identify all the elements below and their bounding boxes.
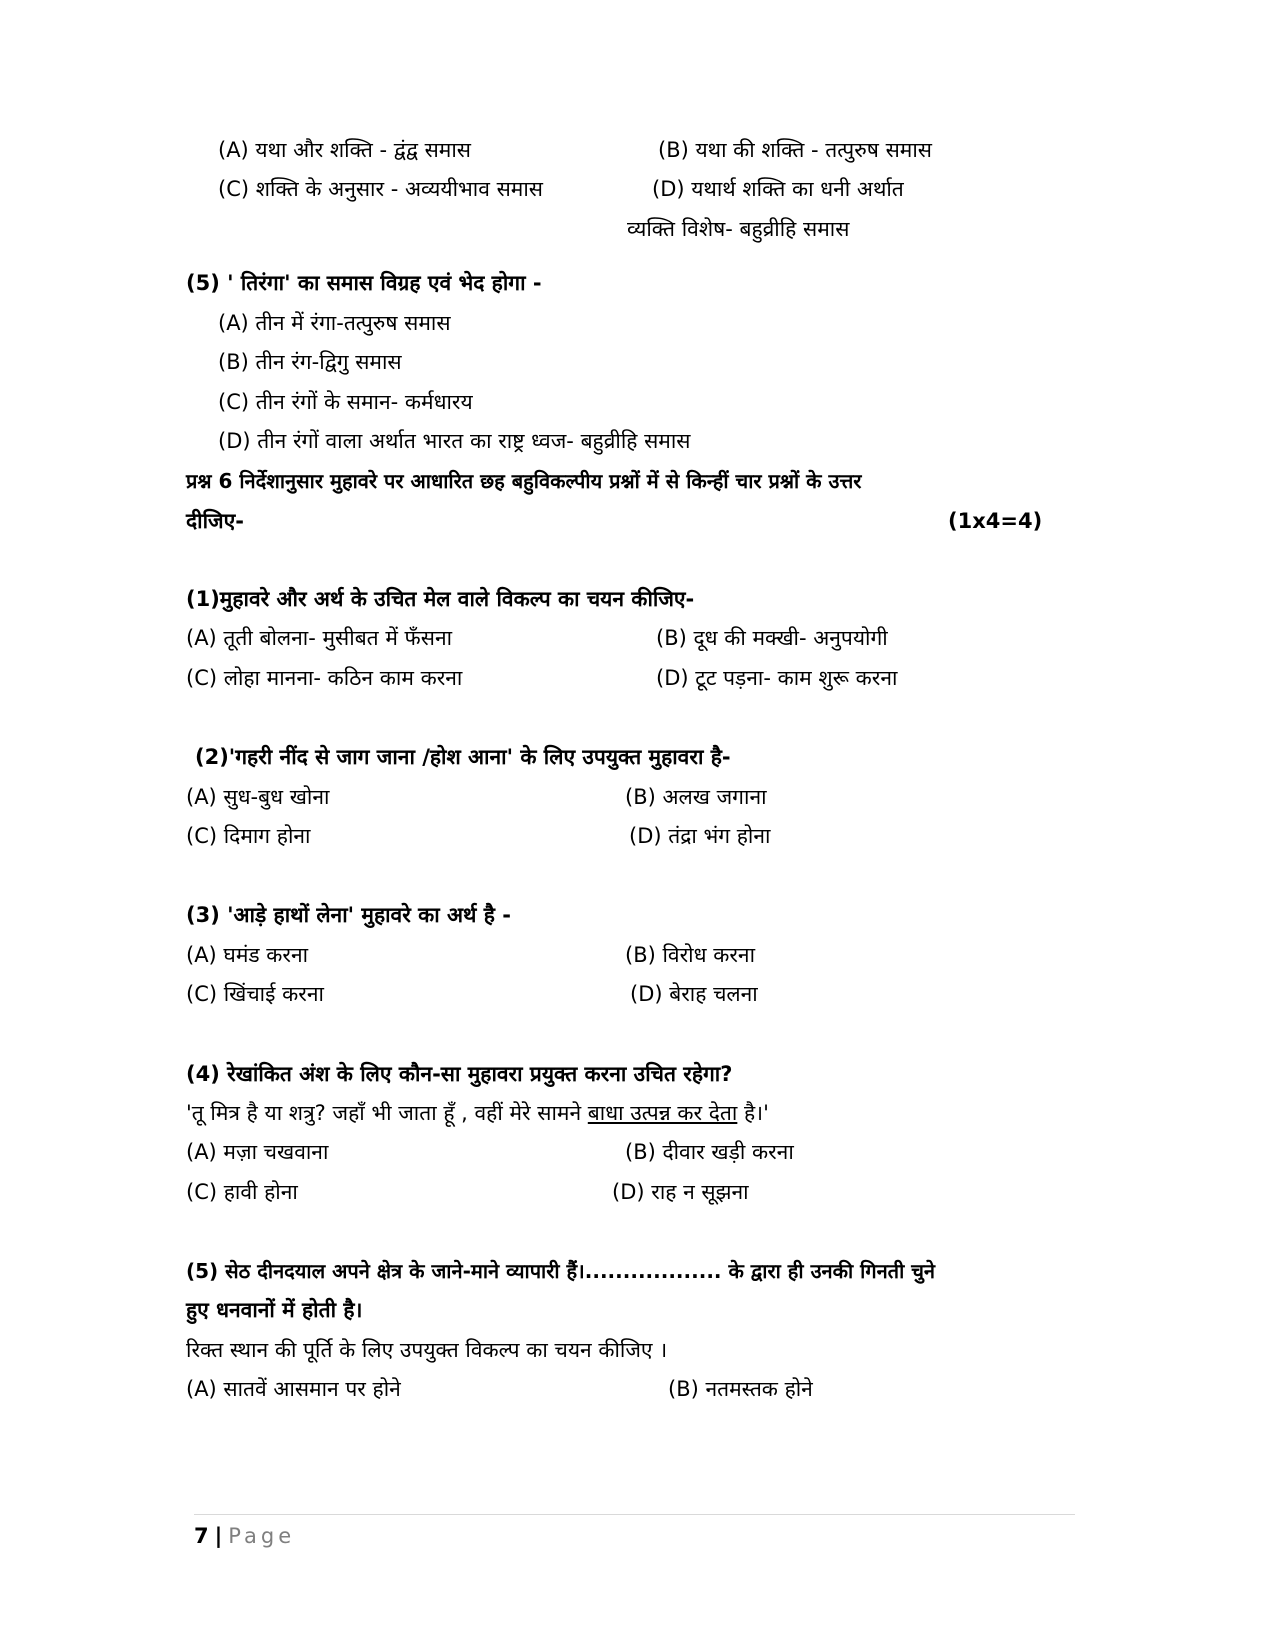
- q5-option-a: (A) सातवें आसमान पर होने: [186, 1377, 401, 1401]
- option-a: (A) यथा और शक्ति - द्वंद्व समास: [218, 138, 471, 162]
- q5-option-b: (B) नतमस्तक होने: [668, 1377, 813, 1401]
- q3-option-b: (B) विरोध करना: [625, 943, 756, 967]
- q3-option-c: (C) खिंचाई करना: [186, 982, 324, 1006]
- section-6-marks: (1x4=4): [948, 509, 1043, 533]
- q1-option-a: (A) तूती बोलना- मुसीबत में फँसना: [186, 626, 453, 650]
- question-5-cont: हुए धनवानों में होती है।: [186, 1298, 363, 1322]
- page-footer: [194, 1522, 295, 1550]
- q4-sentence-underlined: बाधा उत्पन्न कर देता: [587, 1101, 738, 1125]
- question-5: (5) सेठ दीनदयाल अपने क्षेत्र के जाने-माने व्यापारी हैं।.................. के द्वारा ही उनकी गिनती चुने: [186, 1259, 936, 1283]
- question-5-samas: (5) ' तिरंगा' का समास विग्रह एवं भेद होगा -: [186, 271, 542, 295]
- option-b: (B) यथा की शक्ति - तत्पुरुष समास: [658, 138, 932, 162]
- q4-sentence-post: है।': [737, 1101, 769, 1125]
- q4-sentence-pre: 'तू मित्र है या शत्रु? जहाँ भी जाता हूँ , वहीं मेरे सामने: [186, 1101, 588, 1125]
- q5-samas-option-a: (A) तीन में रंगा-तत्पुरुष समास: [218, 311, 451, 335]
- question-1: (1)मुहावरे और अर्थ के उचित मेल वाले विकल्प का चयन कीजिए-: [186, 587, 695, 611]
- option-c: (C) शक्ति के अनुसार - अव्ययीभाव समास: [218, 177, 543, 201]
- q2-option-c: (C) दिमाग होना: [186, 824, 311, 848]
- question-4: (4) रेखांकित अंश के लिए कौन-सा मुहावरा प्रयुक्त करना उचित रहेगा?: [186, 1062, 733, 1086]
- q1-option-b: (B) दूध की मक्खी- अनुपयोगी: [656, 626, 888, 650]
- question-2: (2)'गहरी नींद से जाग जाना /होश आना' के लिए उपयुक्त मुहावरा है-: [195, 745, 731, 769]
- footer-divider: [194, 1514, 1075, 1515]
- q5-samas-option-b: (B) तीन रंग-द्विगु समास: [218, 350, 402, 374]
- section-6-heading: प्रश्न 6 निर्देशानुसार मुहावरे पर आधारित छह बहुविकल्पीय प्रश्नों में से किन्हीं चार प्रश्नों के उत्तर: [186, 469, 862, 493]
- footer-separator: |: [214, 1524, 223, 1548]
- q4-option-b: (B) दीवार खड़ी करना: [625, 1140, 794, 1164]
- option-d-line2: व्यक्ति विशेष- बहुव्रीहि समास: [627, 217, 850, 241]
- q3-option-a: (A) घमंड करना: [186, 943, 309, 967]
- q4-sentence: [186, 1099, 769, 1127]
- question-3: (3) 'आड़े हाथों लेना' मुहावरे का अर्थ है -: [186, 903, 511, 927]
- q4-option-c: (C) हावी होना: [186, 1180, 298, 1204]
- q4-option-a: (A) मज़ा चखवाना: [186, 1140, 329, 1164]
- q5-samas-option-c: (C) तीन रंगों के समान- कर्मधारय: [218, 390, 473, 414]
- q2-option-b: (B) अलख जगाना: [625, 785, 767, 809]
- q1-option-c: (C) लोहा मानना- कठिन काम करना: [186, 666, 463, 690]
- page-label: Page: [228, 1524, 296, 1548]
- q5-samas-option-d: (D) तीन रंगों वाला अर्थात भारत का राष्ट्र ध्वज- बहुव्रीहि समास: [218, 429, 691, 453]
- q2-option-a: (A) सुध-बुध खोना: [186, 785, 330, 809]
- section-6-heading-cont: दीजिए-: [186, 509, 244, 533]
- q1-option-d: (D) टूट पड़ना- काम शुरू करना: [656, 666, 898, 690]
- q3-option-d: (D) बेराह चलना: [630, 982, 758, 1006]
- q5-instruction: रिक्त स्थान की पूर्ति के लिए उपयुक्त विकल्प का चयन कीजिए ।: [186, 1338, 668, 1362]
- option-d-line1: (D) यथार्थ शक्ति का धनी अर्थात: [652, 177, 904, 201]
- q2-option-d: (D) तंद्रा भंग होना: [629, 824, 771, 848]
- q4-option-d: (D) राह न सूझना: [612, 1180, 749, 1204]
- page-number: 7: [194, 1524, 209, 1548]
